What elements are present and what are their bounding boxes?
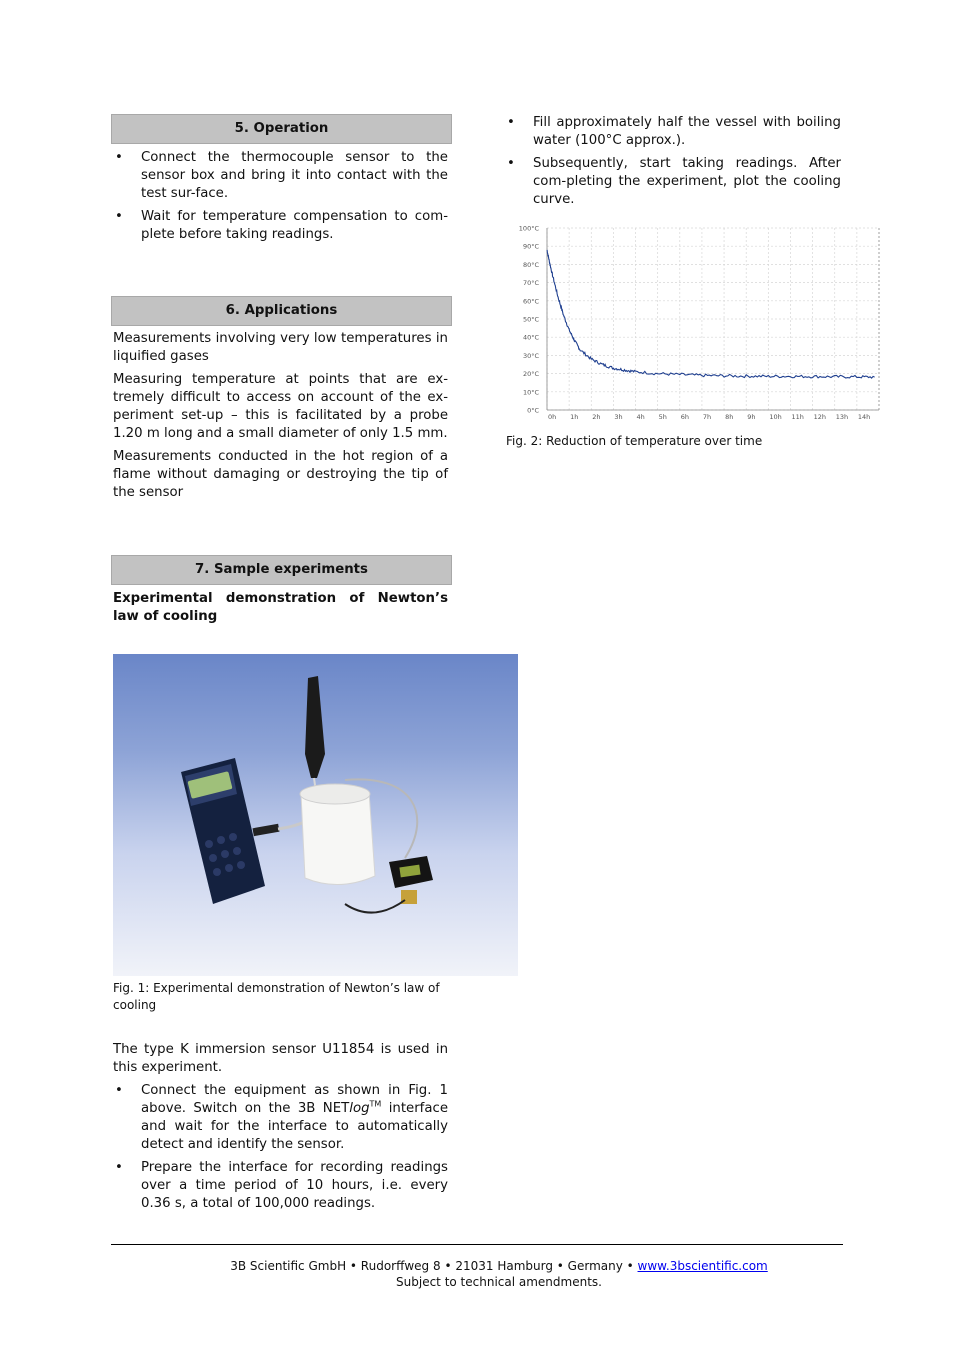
bullet1-log: log (349, 1101, 370, 1116)
paragraph: Measurements involving very low temperatures in liquified gases (113, 331, 448, 364)
list-item: • Prepare the interface for recording readings over a time period of 10 hours, i.e. every 0.36 s, a total of 100,000 readings. (113, 1159, 448, 1213)
x-tick-label: 13h (835, 413, 849, 421)
section-heading-operation: 5. Operation (111, 114, 452, 144)
fig1-caption: Fig. 1: Experimental demonstration of Newton’s law of cooling (113, 981, 440, 1012)
list-item: • Fill approximately half the vessel with boiling water (100°C approx.). (505, 114, 841, 150)
cooling-curve-chart (507, 222, 883, 427)
right-column-list-container (505, 114, 841, 214)
y-tick-label: 90°C (522, 242, 539, 251)
fig2-caption: Fig. 2: Reduction of temperature over time (506, 434, 763, 448)
y-tick-label: 40°C (522, 333, 539, 342)
footer-address-line (111, 1258, 887, 1274)
footer-address: 3B Scientific GmbH • Rudorffweg 8 • 21031 Hamburg • Germany • (230, 1259, 638, 1273)
intro-paragraph: The type K immersion sensor U11854 is used in this experiment. (113, 1042, 448, 1075)
footer-note: Subject to technical amendments. (396, 1275, 602, 1289)
x-tick-labels (548, 413, 870, 421)
footer-website-link[interactable]: www.3bscientific.com (637, 1259, 768, 1273)
x-tick-label: 5h (658, 413, 667, 421)
equipment-illustration (113, 654, 518, 976)
x-tick-label: 1h (570, 413, 579, 421)
x-tick-label: 12h (813, 413, 826, 421)
applications-text (113, 330, 448, 507)
x-tick-label: 4h (636, 413, 645, 421)
subheading-text: Experimental demonstration of Newton’s law of cooling (113, 591, 448, 624)
right-column-list (505, 114, 841, 209)
list-item (113, 1082, 448, 1154)
y-tick-label: 10°C (522, 388, 539, 397)
x-tick-label: 9h (747, 413, 756, 421)
operation-list (113, 149, 448, 244)
x-tick-label: 3h (614, 413, 623, 421)
paragraph: Measurements conducted in the hot region of a flame without damaging or destroying the tip of the sensor (113, 449, 448, 500)
experiment-subheading (113, 590, 448, 626)
y-tick-label: 80°C (522, 260, 539, 269)
list-item: • Connect the thermocouple sensor to the sensor box and bring it into contact with the test sur-face. (113, 149, 448, 203)
x-tick-label: 2h (592, 413, 601, 421)
list-item: • Subsequently, start taking readings. After com-pleting the experiment, plot the cooling curve. (505, 155, 841, 209)
y-tick-label: 60°C (522, 297, 539, 306)
footer-divider (111, 1244, 843, 1245)
y-tick-label: 100°C (518, 224, 539, 233)
section-heading-applications: 6. Applications (111, 296, 452, 326)
list-item: • Wait for temperature compensation to com-plete before taking readings. (113, 208, 448, 244)
x-tick-label: 7h (702, 413, 712, 421)
fig2-chart (507, 222, 883, 427)
y-tick-label: 0°C (527, 406, 539, 415)
y-tick-label: 30°C (522, 351, 539, 360)
beaker-shape (300, 784, 375, 885)
footer (111, 1258, 887, 1290)
x-tick-label: 8h (725, 413, 734, 421)
experiment-list (113, 1082, 448, 1213)
y-tick-label: 50°C (522, 315, 539, 324)
section-heading-sample-experiments: 7. Sample experiments (111, 555, 452, 585)
x-tick-label: 11h (791, 413, 804, 421)
x-tick-label: 14h (857, 413, 871, 421)
operation-list-container (113, 149, 448, 249)
x-tick-label: 10h (769, 413, 782, 421)
bullet1-part1: Connect the equipment as shown in Fig. 1 above. Switch on the 3B NET (141, 1083, 448, 1116)
y-tick-label: 70°C (522, 279, 539, 288)
bullet1-part2: interface and wait for the interface to automatically detect and identify the sensor. (141, 1101, 448, 1152)
handheld-meter-shape (181, 758, 279, 904)
x-tick-label: 6h (680, 413, 690, 421)
sensor-box-shape (389, 856, 433, 904)
y-tick-label: 20°C (522, 370, 539, 379)
paragraph: Measuring temperature at points that are ex-tremely difficult to access on account of the ex-periment set-up – this is facilitated by a probe 1.20 m long and a small diameter of only 1.5 mm. (113, 372, 448, 441)
trademark-sup: TM (369, 1099, 382, 1109)
experiment-instructions (113, 1041, 448, 1218)
fig1-photo (113, 654, 518, 976)
x-tick-label: 0h (548, 413, 557, 421)
chart-background (507, 222, 883, 427)
